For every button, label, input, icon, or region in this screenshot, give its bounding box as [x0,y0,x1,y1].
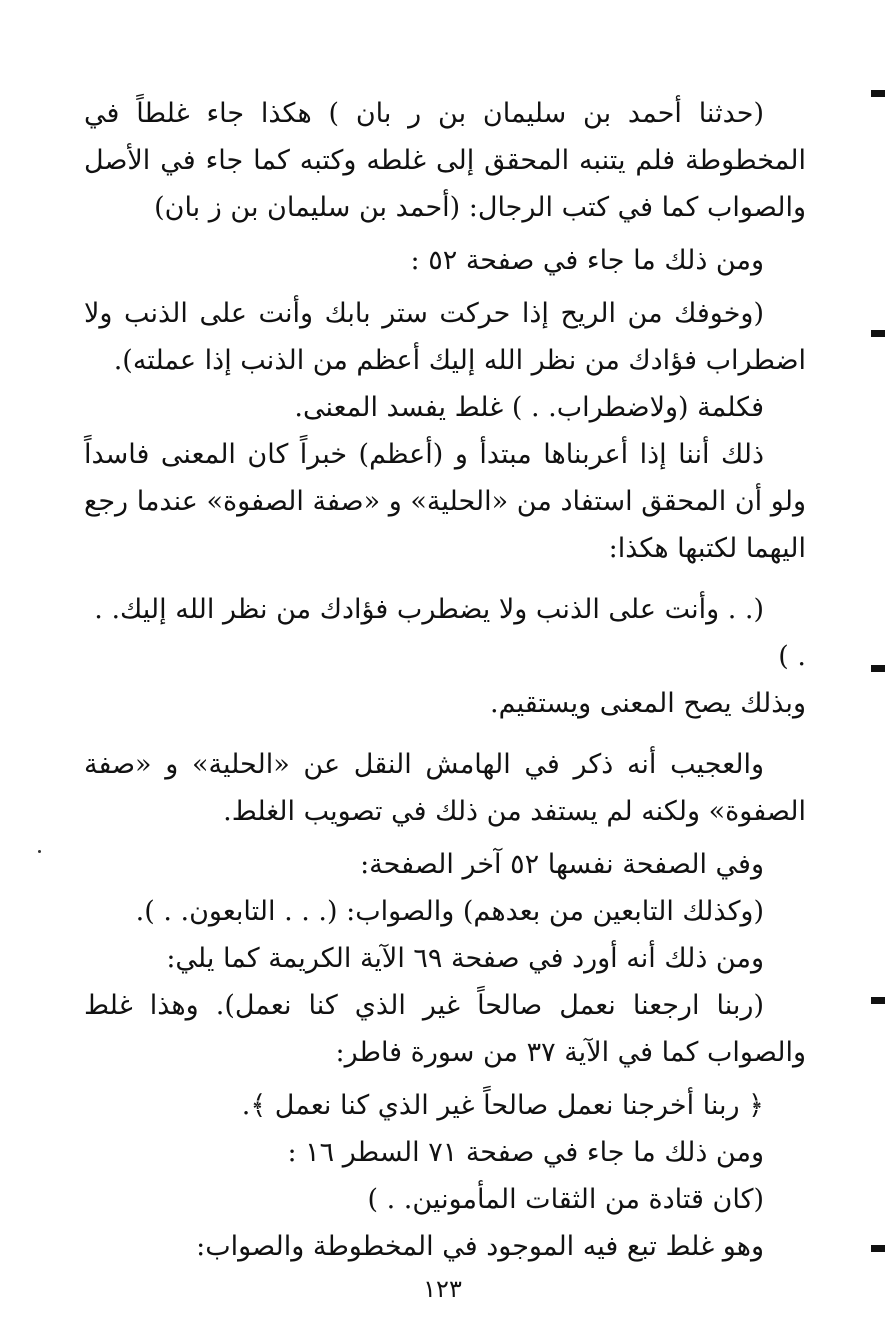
paragraph-11: ومن ذلك أنه أورد في صفحة ٦٩ الآية الكريمة كما يلي: [166,943,764,974]
page-body [84,90,806,1270]
paragraph-14: ومن ذلك ما جاء في صفحة ٧١ السطر ١٦ : [287,1137,764,1168]
paragraph-7: وبذلك يصح المعنى ويستقيم. [490,688,806,719]
paragraph-2: ومن ذلك ما جاء في صفحة ٥٢ : [410,245,764,276]
scan-speck [38,850,41,853]
paragraph-12: (ربنا ارجعنا نعمل صالحاً غير الذي كنا نعمل). وهذا غلط والصواب كما في الآية ٣٧ من سورة فاطر: [84,990,806,1068]
paragraph-6: (. . وأنت على الذنب ولا يضطرب فؤادك من نظر الله إليك. . . ) [94,594,806,672]
quran-verse: ﴿ ربنا أخرجنا نعمل صالحاً غير الذي كنا نعمل ﴾. [241,1090,764,1121]
paragraph-5: ذلك أننا إذا أعربناها مبتدأ و (أعظم) خبراً كان المعنى فاسداً ولو أن المحقق استفاد من «الحلية» و «صفة الصفوة» عندما رجع اليهما لكتبها هكذا: [84,439,806,564]
paragraph-10: (وكذلك التابعين من بعدهم) والصواب: (. . . التابعون. . ). [135,896,764,927]
paragraph-3: (وخوفك من الريح إذا حركت ستر بابك وأنت على الذنب ولا اضطراب فؤادك من نظر الله إليك أعظم من الذنب إذا عملته). [84,298,806,376]
paragraph-1: (حدثنا أحمد بن سليمان بن ر بان ) هكذا جاء غلطاً في المخطوطة فلم يتنبه المحقق إلى غلطه وكتبه كما جاء في الأصل والصواب كما في كتب الرجال: (أحمد بن سليمان بن ز بان) [84,98,806,223]
paragraph-9: وفي الصفحة نفسها ٥٢ آخر الصفحة: [360,849,764,880]
margin-mark [871,1245,885,1252]
paragraph-16: وهو غلط تبع فيه الموجود في المخطوطة والصواب: [196,1231,764,1262]
paragraph-8: والعجيب أنه ذكر في الهامش النقل عن «الحلية» و «صفة الصفوة» ولكنه لم يستفد من ذلك في تصويب الغلط. [84,749,806,827]
paragraph-15: (كان قتادة من الثقات المأمونين. . ) [367,1184,764,1215]
paragraph-4: فكلمة (ولاضطراب. . ) غلط يفسد المعنى. [294,392,764,423]
margin-mark [871,90,885,97]
margin-mark [871,997,885,1004]
page-number: ١٢٣ [423,1275,462,1303]
margin-mark [871,665,885,672]
margin-mark [871,330,885,337]
